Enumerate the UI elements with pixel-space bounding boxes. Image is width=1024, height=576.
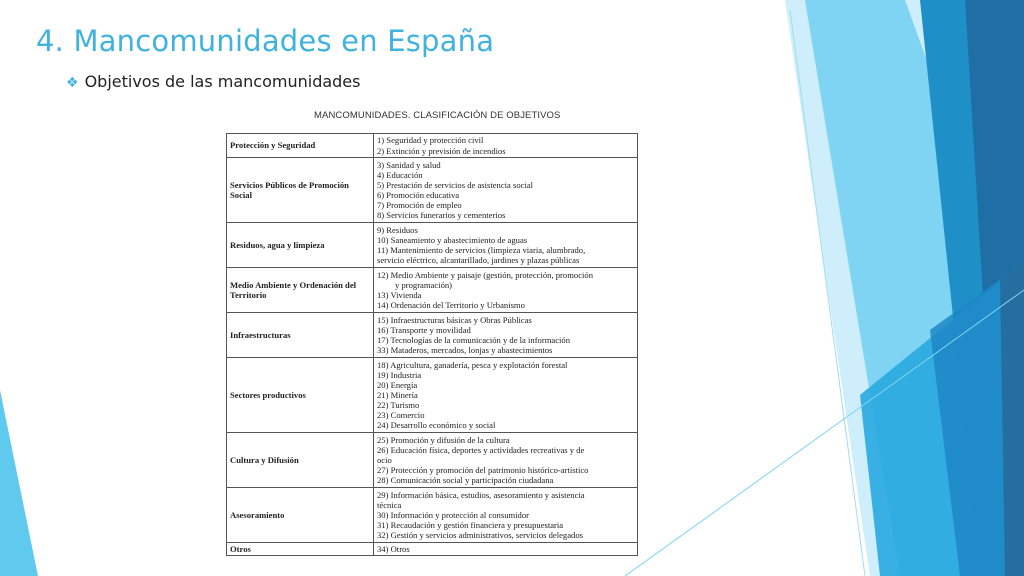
objective-item: ocio	[377, 454, 392, 465]
objective-item: 11) Mantenimiento de servicios (limpieza viaria, alumbrado,	[377, 245, 586, 255]
objective-item: servicio eléctrico, alcantarillado, jardines y plazas públicas	[377, 255, 580, 266]
objective-item: 7) Promoción de empleo	[377, 200, 462, 211]
category-cell: Infraestructuras	[227, 313, 374, 358]
category-cell: Residuos, agua y limpieza	[227, 223, 374, 268]
category-cell: Cultura y Difusión	[227, 433, 374, 488]
slide-title: 4. Mancomunidades en España	[36, 24, 495, 58]
objective-item: 1) Seguridad y protección civil	[377, 135, 484, 146]
objective-item: 33) Mataderos, mercados, lonjas y abastecimientos	[377, 345, 553, 356]
objective-item: 15) Infraestructuras básicas y Obras Públicas	[377, 314, 532, 325]
objectives-table	[226, 133, 638, 556]
objective-item: 31) Recaudación y gestión financiera y presupuestaria	[377, 520, 564, 531]
table-row	[227, 358, 638, 433]
category-cell: Sectores productivos	[227, 358, 374, 433]
objective-item: 19) Industria	[377, 369, 422, 380]
table-row	[227, 313, 638, 358]
objective-item: 6) Promoción educativa	[377, 190, 460, 200]
objective-item: 5) Prestación de servicios de asistencia social	[377, 179, 534, 190]
category-cell: Protección y Seguridad	[227, 134, 374, 158]
objective-item: 9) Residuos	[377, 224, 418, 235]
objectives-cell	[374, 158, 638, 223]
objective-item: 13) Vivienda	[377, 290, 422, 300]
table-row	[227, 433, 638, 488]
table-row	[227, 134, 638, 158]
objective-item: 12) Medio Ambiente y paisaje (gestión, protección, promoción	[377, 269, 593, 280]
objective-item: 24) Desarrollo económico y social	[377, 420, 496, 431]
subtitle-text: Objetivos de las mancomunidades	[84, 72, 361, 91]
objectives-cell	[374, 433, 638, 488]
objective-item: 32) Gestión y servicios administrativos, servicios delegados	[377, 530, 583, 541]
objective-item: 26) Educación física, deportes y actividades recreativas y de	[377, 444, 585, 455]
objective-item: 8) Servicios funerarios y cementerios	[377, 210, 506, 221]
table-row	[227, 543, 638, 556]
objective-item: 2) Extinción y previsión de incendios	[377, 145, 506, 156]
objective-item: 25) Promoción y difusión de la cultura	[377, 434, 510, 445]
objective-item: 17) Tecnologías de la comunicación y de la información	[377, 335, 571, 345]
objectives-cell	[374, 488, 638, 543]
slide-subtitle	[66, 72, 360, 91]
objective-item: 21) Minería	[377, 389, 418, 400]
objective-item: 16) Transporte y movilidad	[377, 324, 471, 335]
objective-item: 28) Comunicación social y participación ciudadana	[377, 475, 554, 486]
category-cell: Asesoramiento	[227, 488, 374, 543]
objective-item: 30) Información y protección al consumidor	[377, 509, 530, 520]
objective-item: técnica	[377, 499, 402, 510]
objectives-cell	[374, 313, 638, 358]
objectives-cell	[374, 268, 638, 313]
objectives-cell	[374, 223, 638, 268]
objective-item: 18) Agricultura, ganadería, pesca y explotación forestal	[377, 359, 568, 370]
objective-item: y programación)	[395, 279, 453, 290]
table-row	[227, 268, 638, 313]
objective-item: 23) Comercio	[377, 410, 425, 421]
objectives-cell	[374, 543, 638, 556]
objective-item: 22) Turismo	[377, 400, 420, 411]
category-cell: Otros	[227, 543, 374, 556]
objective-item: 14) Ordenación del Territorio y Urbanismo	[377, 300, 525, 311]
objective-item: 20) Energía	[377, 379, 418, 390]
category-cell: Servicios Públicos de Promoción Social	[227, 158, 374, 223]
objective-item: 3) Sanidad y salud	[377, 159, 441, 170]
category-cell: Medio Ambiente y Ordenación del Territorio	[227, 268, 374, 313]
diamond-bullet-icon: ❖	[66, 75, 79, 91]
table-row	[227, 223, 638, 268]
objective-item: 34) Otros	[377, 544, 410, 554]
objective-item: 10) Saneamiento y abastecimiento de aguas	[377, 234, 528, 245]
objective-item: 27) Protección y promoción del patrimonio histórico-artístico	[377, 465, 589, 476]
objective-item: 29) Información básica, estudios, asesoramiento y asistencia	[377, 489, 585, 500]
table-title: MANCOMUNIDADES. CLASIFICACIÓN DE OBJETIVOS	[314, 110, 561, 121]
table-row	[227, 158, 638, 223]
objective-item: 4) Educación	[377, 169, 423, 180]
objectives-cell	[374, 134, 638, 158]
table-row	[227, 488, 638, 543]
objectives-cell	[374, 358, 638, 433]
